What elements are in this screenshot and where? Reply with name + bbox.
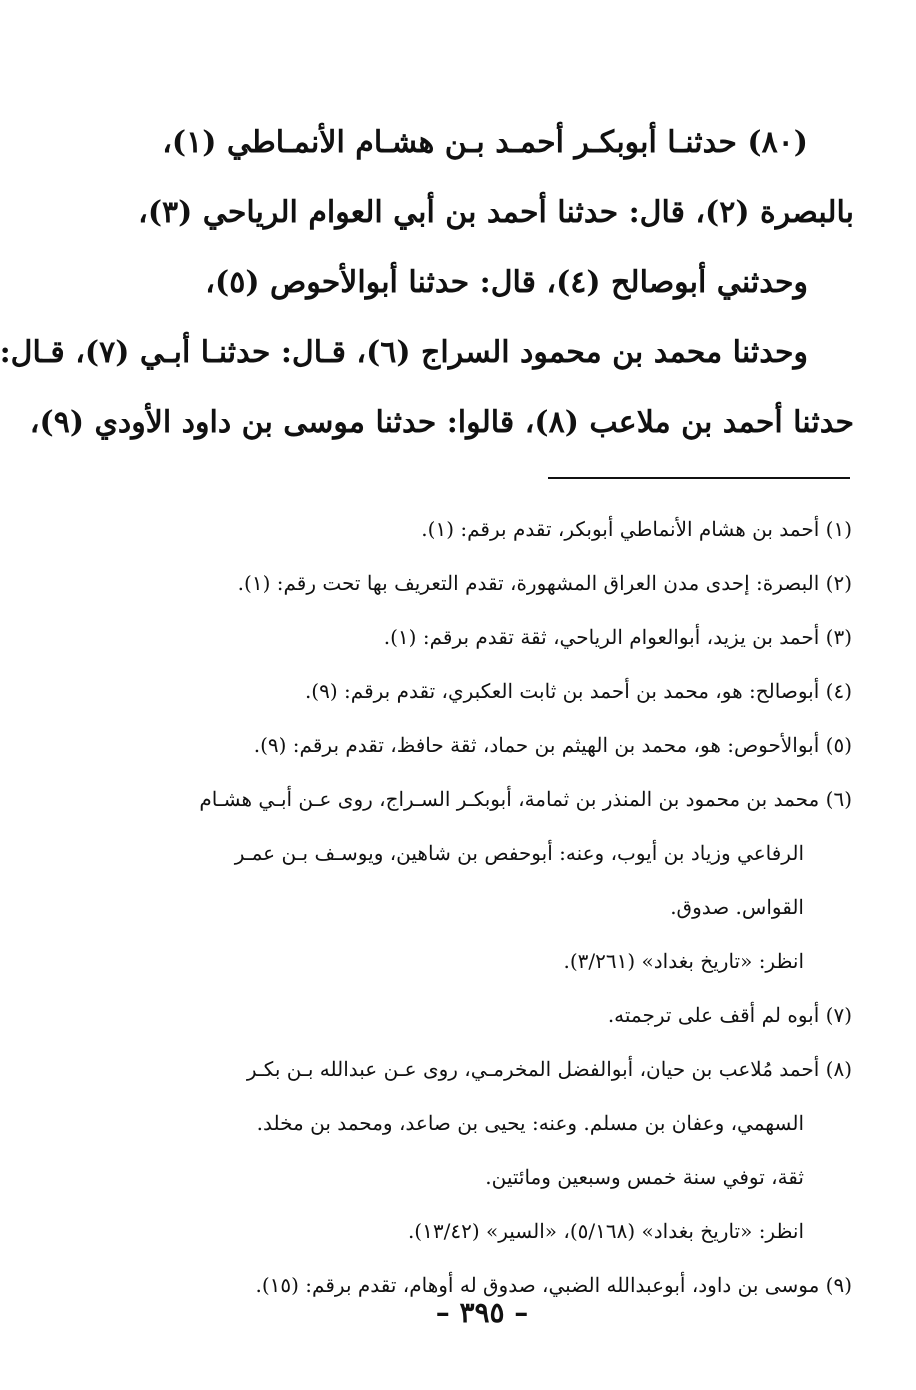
main-text-line: حدثنا أحمد بن ملاعب (٨)، قالوا: حدثنا موسى بن داود الأودي (٩)، bbox=[29, 405, 854, 440]
footnote-reference-line: انظر: «تاريخ بغداد» (٥/١٦٨)، «السير» (١٣/٤٢). bbox=[407, 1219, 804, 1243]
footnotes bbox=[112, 502, 852, 1312]
footnote-line: (٣) أحمد بن يزيد، أبوالعوام الرياحي، ثقة تقدم برقم: (١). bbox=[383, 625, 852, 649]
main-text-line: بالبصرة (٢)، قال: حدثنا أحمد بن أبي العوام الرياحي (٣)، bbox=[138, 195, 854, 230]
footnote-continuation-line: السهمي، وعفان بن مسلم. وعنه: يحيى بن صاعد، ومحمد بن مخلد. bbox=[256, 1111, 804, 1135]
footnote-line: (٥) أبوالأحوص: هو، محمد بن الهيثم بن حماد، ثقة حافظ، تقدم برقم: (٩). bbox=[253, 733, 852, 757]
footnote-line: (٦) محمد بن محمود بن المنذر بن ثمامة، أبوبكـر السـراج، روى عـن أبـي هشـام bbox=[199, 787, 852, 811]
main-text-line: (٨٠) حدثنـا أبوبكـر أحمـد بـن هشـام الأنمـاطي (١)، bbox=[162, 125, 808, 160]
main-text-line: وحدثنا محمد بن محمود السراج (٦)، قـال: حدثنـا أبـي (٧)، قـال: bbox=[0, 335, 808, 370]
footnote-line: (٧) أبوه لم أقف على ترجمته. bbox=[607, 1003, 852, 1027]
footnote-reference-line: انظر: «تاريخ بغداد» (٣/٢٦١). bbox=[563, 949, 804, 973]
footnote-continuation-line: ثقة، توفي سنة خمس وسبعين ومائتين. bbox=[485, 1165, 804, 1189]
main-text-line: وحدثني أبوصالح (٤)، قال: حدثنا أبوالأحوص (٥)، bbox=[205, 265, 808, 300]
page-number: – ٣٩٥ – bbox=[435, 1296, 529, 1329]
footnote-line: (٩) موسى بن داود، أبوعبدالله الضبي، صدوق له أوهام، تقدم برقم: (١٥). bbox=[255, 1273, 852, 1297]
footnote-line: (١) أحمد بن هشام الأنماطي أبوبكر، تقدم برقم: (١). bbox=[421, 517, 852, 541]
hadith-text bbox=[0, 108, 854, 458]
footnote-continuation-line: القواس. صدوق. bbox=[670, 895, 804, 919]
footnote-line: (٤) أبوصالح: هو، محمد بن أحمد بن ثابت العكبري، تقدم برقم: (٩). bbox=[304, 679, 852, 703]
footnote-line: (٢) البصرة: إحدى مدن العراق المشهورة، تقدم التعريف بها تحت رقم: (١). bbox=[237, 571, 852, 595]
footnote-continuation-line: الرفاعي وزياد بن أيوب، وعنه: أبوحفص بن شاهين، ويوسـف بـن عمـر bbox=[234, 841, 804, 865]
footnote-line: (٨) أحمد مُلاعب بن حيان، أبوالفضل المخرمـي، روى عـن عبدالله بـن بكـر bbox=[246, 1057, 852, 1081]
footnote-separator bbox=[548, 477, 850, 479]
